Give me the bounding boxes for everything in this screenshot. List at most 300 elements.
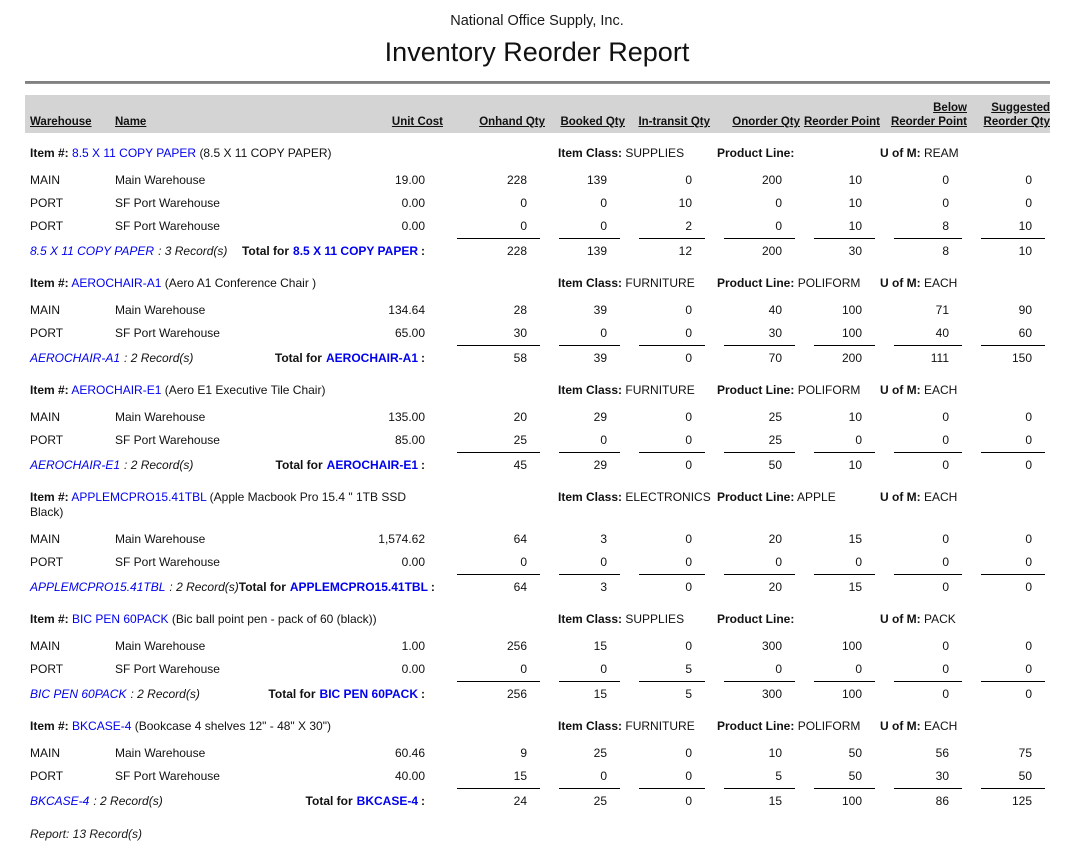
intransit-qty-value: 10 bbox=[678, 195, 692, 210]
warehouse-code: PORT bbox=[30, 661, 64, 676]
warehouse-row bbox=[25, 214, 1050, 237]
item-class-field bbox=[558, 719, 695, 733]
total-reorder-point: 30 bbox=[814, 238, 875, 263]
reorder-point-value: 10 bbox=[848, 409, 862, 424]
item-class-label: Item Class: bbox=[558, 383, 623, 397]
item-header bbox=[25, 383, 1050, 398]
item-code-link[interactable]: AEROCHAIR-A1 bbox=[71, 276, 162, 290]
onorder-qty-value: 300 bbox=[761, 638, 782, 653]
warehouse-code: PORT bbox=[30, 195, 64, 210]
booked-qty-value: 3 bbox=[600, 531, 607, 546]
warehouse-code: PORT bbox=[30, 554, 64, 569]
record-count-item-code: APPLEMCPRO15.41TBL bbox=[30, 579, 166, 594]
item-class-label: Item Class: bbox=[558, 719, 623, 733]
booked-qty-value: 0 bbox=[600, 432, 607, 447]
onorder-qty-value: 25 bbox=[768, 409, 782, 424]
total-onorder-qty: 70 bbox=[724, 345, 795, 370]
item-header bbox=[25, 490, 1050, 520]
reorder-point-value: 10 bbox=[848, 195, 862, 210]
record-count-text: : 2 Record(s) bbox=[169, 579, 239, 594]
unit-cost-value: 135.00 bbox=[388, 409, 425, 424]
item-number-label: Item #: bbox=[30, 146, 69, 160]
col-header-warehouse: Warehouse bbox=[30, 116, 92, 128]
suggested-reorder-qty-value: 0 bbox=[1025, 409, 1032, 424]
record-count-item-code: AEROCHAIR-E1 bbox=[30, 457, 121, 472]
onhand-qty-value: 0 bbox=[520, 218, 527, 233]
item-code-link[interactable]: 8.5 X 11 COPY PAPER bbox=[72, 146, 197, 160]
warehouse-name: Main Warehouse bbox=[115, 172, 206, 187]
uom-value: EACH bbox=[924, 719, 958, 733]
intransit-qty-value: 5 bbox=[685, 661, 692, 676]
warehouse-row bbox=[25, 527, 1050, 550]
uom-field bbox=[880, 146, 959, 160]
total-booked-qty: 3 bbox=[559, 574, 620, 599]
unit-cost-value: 1,574.62 bbox=[378, 531, 425, 546]
product-line-field bbox=[717, 490, 836, 504]
item-class-value: SUPPLIES bbox=[625, 146, 685, 160]
column-header-band bbox=[25, 95, 1050, 133]
total-below-reorder-point: 8 bbox=[894, 238, 962, 263]
total-booked-qty: 139 bbox=[559, 238, 620, 263]
warehouse-name: SF Port Warehouse bbox=[115, 325, 220, 340]
record-count-item-code: 8.5 X 11 COPY PAPER bbox=[30, 243, 155, 258]
below-reorder-point-value: 30 bbox=[935, 768, 949, 783]
onorder-qty-value: 0 bbox=[775, 661, 782, 676]
onhand-qty-value: 228 bbox=[506, 172, 527, 187]
warehouse-name: SF Port Warehouse bbox=[115, 195, 220, 210]
warehouse-name: Main Warehouse bbox=[115, 638, 206, 653]
warehouse-row bbox=[25, 550, 1050, 573]
item-group bbox=[25, 146, 1050, 263]
group-total-row bbox=[25, 452, 1050, 477]
record-count-text: : 2 Record(s) bbox=[124, 457, 194, 472]
warehouse-name: SF Port Warehouse bbox=[115, 768, 220, 783]
uom-value: EACH bbox=[924, 276, 958, 290]
header-divider bbox=[25, 81, 1050, 84]
item-description: (Bic ball point pen - pack of 60 (black)) bbox=[171, 612, 377, 626]
total-onhand-qty: 228 bbox=[457, 238, 540, 263]
report-body bbox=[25, 81, 1050, 841]
onorder-qty-value: 10 bbox=[768, 745, 782, 760]
item-class-field bbox=[558, 383, 695, 397]
unit-cost-value: 19.00 bbox=[394, 172, 425, 187]
booked-qty-value: 0 bbox=[600, 218, 607, 233]
col-header-booked-qty: Booked Qty bbox=[560, 116, 625, 128]
intransit-qty-value: 0 bbox=[685, 768, 692, 783]
item-code-link[interactable]: BKCASE-4 bbox=[72, 719, 132, 733]
total-intransit-qty: 0 bbox=[639, 788, 705, 813]
item-group bbox=[25, 383, 1050, 477]
item-class-field bbox=[558, 276, 695, 290]
onhand-qty-value: 256 bbox=[506, 638, 527, 653]
uom-field bbox=[880, 276, 957, 290]
total-onhand-qty: 64 bbox=[457, 574, 540, 599]
below-reorder-point-value: 0 bbox=[942, 409, 949, 424]
below-reorder-point-value: 0 bbox=[942, 661, 949, 676]
report-record-count: Report: 13 Record(s) bbox=[30, 827, 143, 841]
intransit-qty-value: 0 bbox=[685, 325, 692, 340]
onorder-qty-value: 0 bbox=[775, 195, 782, 210]
below-reorder-point-value: 0 bbox=[942, 195, 949, 210]
product-line-label: Product Line: bbox=[717, 490, 795, 504]
total-suggested-reorder-qty: 0 bbox=[981, 452, 1045, 477]
group-total-row bbox=[25, 238, 1050, 263]
item-class-field bbox=[558, 146, 684, 160]
group-total-row bbox=[25, 681, 1050, 706]
suggested-reorder-qty-value: 0 bbox=[1025, 172, 1032, 187]
warehouse-row bbox=[25, 764, 1050, 787]
total-suggested-reorder-qty: 150 bbox=[981, 345, 1045, 370]
suggested-reorder-qty-value: 0 bbox=[1025, 554, 1032, 569]
booked-qty-value: 0 bbox=[600, 768, 607, 783]
total-onorder-qty: 15 bbox=[724, 788, 795, 813]
product-line-label: Product Line: bbox=[717, 612, 795, 626]
uom-label: U of M: bbox=[880, 383, 921, 397]
item-description: (Apple Macbook Pro 15.4 " 1TB SSD Black) bbox=[30, 490, 407, 519]
warehouse-name: Main Warehouse bbox=[115, 531, 206, 546]
intransit-qty-value: 0 bbox=[685, 531, 692, 546]
record-count bbox=[25, 458, 276, 472]
unit-cost-value: 1.00 bbox=[401, 638, 425, 653]
unit-cost-value: 65.00 bbox=[394, 325, 425, 340]
record-count-text: : 2 Record(s) bbox=[124, 350, 194, 365]
total-item-code: APPLEMCPRO15.41TBL bbox=[289, 579, 428, 594]
onhand-qty-value: 28 bbox=[513, 302, 527, 317]
below-reorder-point-value: 71 bbox=[935, 302, 949, 317]
below-reorder-point-value: 0 bbox=[942, 638, 949, 653]
company-name: National Office Supply, Inc. bbox=[450, 13, 624, 29]
uom-field bbox=[880, 719, 957, 733]
below-reorder-point-value: 40 bbox=[935, 325, 949, 340]
item-class-value: SUPPLIES bbox=[625, 612, 685, 626]
item-class-value: FURNITURE bbox=[625, 276, 695, 290]
reorder-point-value: 50 bbox=[848, 745, 862, 760]
item-description: (8.5 X 11 COPY PAPER) bbox=[199, 146, 332, 160]
total-suggested-reorder-qty: 10 bbox=[981, 238, 1045, 263]
warehouse-code: PORT bbox=[30, 432, 64, 447]
reorder-point-value: 0 bbox=[855, 554, 862, 569]
item-class-label: Item Class: bbox=[558, 490, 623, 504]
record-count bbox=[25, 580, 239, 594]
uom-label: U of M: bbox=[880, 146, 921, 160]
intransit-qty-value: 2 bbox=[685, 218, 692, 233]
below-reorder-point-value: 0 bbox=[942, 172, 949, 187]
item-description: (Aero E1 Executive Tile Chair) bbox=[164, 383, 326, 397]
total-onhand-qty: 256 bbox=[457, 681, 540, 706]
warehouse-row bbox=[25, 428, 1050, 451]
suggested-reorder-qty-value: 75 bbox=[1018, 745, 1032, 760]
col-header-reorder-point: Reorder Point bbox=[803, 116, 880, 128]
reorder-point-value: 15 bbox=[848, 531, 862, 546]
uom-field bbox=[880, 612, 956, 626]
warehouse-code: MAIN bbox=[30, 409, 60, 424]
warehouse-name: Main Warehouse bbox=[115, 745, 206, 760]
total-item-code: 8.5 X 11 COPY PAPER bbox=[293, 243, 418, 258]
unit-cost-value: 0.00 bbox=[401, 554, 425, 569]
total-below-reorder-point: 0 bbox=[894, 574, 962, 599]
total-label: Total for AEROCHAIR-E1 : bbox=[275, 457, 425, 472]
unit-cost-value: 134.64 bbox=[388, 302, 425, 317]
reorder-point-value: 10 bbox=[848, 218, 862, 233]
total-item-code: BKCASE-4 bbox=[356, 793, 418, 808]
item-class-field bbox=[558, 490, 711, 504]
warehouse-name: SF Port Warehouse bbox=[115, 554, 220, 569]
warehouse-name: SF Port Warehouse bbox=[115, 661, 220, 676]
warehouse-row bbox=[25, 634, 1050, 657]
suggested-reorder-qty-value: 0 bbox=[1025, 195, 1032, 210]
total-label: Total for AEROCHAIR-A1 : bbox=[274, 350, 425, 365]
total-reorder-point: 15 bbox=[814, 574, 875, 599]
below-reorder-point-value: 0 bbox=[942, 432, 949, 447]
total-reorder-point: 10 bbox=[814, 452, 875, 477]
item-class-value: FURNITURE bbox=[625, 719, 695, 733]
total-booked-qty: 39 bbox=[559, 345, 620, 370]
total-booked-qty: 25 bbox=[559, 788, 620, 813]
unit-cost-value: 0.00 bbox=[401, 195, 425, 210]
item-number-label: Item #: bbox=[30, 276, 69, 290]
warehouse-code: MAIN bbox=[30, 745, 60, 760]
onhand-qty-value: 25 bbox=[513, 432, 527, 447]
reorder-point-value: 100 bbox=[841, 302, 862, 317]
record-count-text: : 2 Record(s) bbox=[93, 793, 163, 808]
total-below-reorder-point: 0 bbox=[894, 452, 962, 477]
unit-cost-value: 40.00 bbox=[394, 768, 425, 783]
total-suggested-reorder-qty: 0 bbox=[981, 681, 1045, 706]
group-total-row bbox=[25, 345, 1050, 370]
record-count-text: : 2 Record(s) bbox=[130, 686, 200, 701]
onhand-qty-value: 15 bbox=[513, 768, 527, 783]
below-reorder-point-value: 56 bbox=[935, 745, 949, 760]
intransit-qty-value: 0 bbox=[685, 172, 692, 187]
uom-label: U of M: bbox=[880, 719, 921, 733]
unit-cost-value: 60.46 bbox=[394, 745, 425, 760]
col-header-unit-cost: Unit Cost bbox=[391, 116, 443, 128]
product-line-field bbox=[717, 612, 794, 626]
total-onorder-qty: 300 bbox=[724, 681, 795, 706]
product-line-field bbox=[717, 719, 860, 733]
total-label: Total for APPLEMCPRO15.41TBL : bbox=[238, 579, 435, 594]
suggested-reorder-qty-value: 0 bbox=[1025, 531, 1032, 546]
total-reorder-point: 100 bbox=[814, 788, 875, 813]
uom-value: REAM bbox=[924, 146, 959, 160]
item-group bbox=[25, 612, 1050, 706]
product-line-value: POLIFORM bbox=[797, 383, 861, 397]
total-item-code: AEROCHAIR-E1 bbox=[326, 457, 418, 472]
col-header-onorder-qty: Onorder Qty bbox=[732, 116, 800, 128]
intransit-qty-value: 0 bbox=[685, 638, 692, 653]
warehouse-name: SF Port Warehouse bbox=[115, 432, 220, 447]
item-number-label: Item #: bbox=[30, 383, 69, 397]
total-suggested-reorder-qty: 0 bbox=[981, 574, 1045, 599]
total-item-code: AEROCHAIR-A1 bbox=[325, 350, 418, 365]
warehouse-row bbox=[25, 741, 1050, 764]
warehouse-name: Main Warehouse bbox=[115, 409, 206, 424]
below-reorder-point-value: 0 bbox=[942, 531, 949, 546]
item-header bbox=[25, 719, 1050, 734]
warehouse-row bbox=[25, 191, 1050, 214]
suggested-reorder-qty-value: 50 bbox=[1018, 768, 1032, 783]
col-header-below-reorder-point: Below Reorder Point bbox=[890, 102, 967, 128]
suggested-reorder-qty-value: 0 bbox=[1025, 432, 1032, 447]
uom-label: U of M: bbox=[880, 612, 921, 626]
total-booked-qty: 15 bbox=[559, 681, 620, 706]
intransit-qty-value: 0 bbox=[685, 432, 692, 447]
record-count-item-code: BKCASE-4 bbox=[30, 793, 90, 808]
total-item-code: BIC PEN 60PACK bbox=[319, 686, 418, 701]
reorder-point-value: 0 bbox=[855, 432, 862, 447]
total-onorder-qty: 200 bbox=[724, 238, 795, 263]
warehouse-code: MAIN bbox=[30, 531, 60, 546]
total-label: Total for 8.5 X 11 COPY PAPER : bbox=[241, 243, 425, 258]
suggested-reorder-qty-value: 90 bbox=[1018, 302, 1032, 317]
warehouse-code: MAIN bbox=[30, 172, 60, 187]
warehouse-code: MAIN bbox=[30, 302, 60, 317]
booked-qty-value: 139 bbox=[586, 172, 607, 187]
total-below-reorder-point: 0 bbox=[894, 681, 962, 706]
item-class-label: Item Class: bbox=[558, 276, 623, 290]
record-count-item-code: BIC PEN 60PACK bbox=[30, 686, 127, 701]
onhand-qty-value: 0 bbox=[520, 554, 527, 569]
total-suggested-reorder-qty: 125 bbox=[981, 788, 1045, 813]
total-onhand-qty: 24 bbox=[457, 788, 540, 813]
col-header-intransit-qty: In-transit Qty bbox=[638, 116, 710, 128]
total-intransit-qty: 0 bbox=[639, 574, 705, 599]
booked-qty-value: 25 bbox=[593, 745, 607, 760]
booked-qty-value: 0 bbox=[600, 554, 607, 569]
total-reorder-point: 100 bbox=[814, 681, 875, 706]
total-label: Total for BKCASE-4 : bbox=[305, 793, 425, 808]
record-count-text: : 3 Record(s) bbox=[158, 243, 228, 258]
product-line-field bbox=[717, 146, 794, 160]
uom-value: EACH bbox=[924, 490, 958, 504]
reorder-point-value: 100 bbox=[841, 638, 862, 653]
unit-cost-value: 85.00 bbox=[394, 432, 425, 447]
total-intransit-qty: 0 bbox=[639, 452, 705, 477]
warehouse-row bbox=[25, 657, 1050, 680]
warehouse-name: Main Warehouse bbox=[115, 302, 206, 317]
product-line-label: Product Line: bbox=[717, 383, 795, 397]
total-reorder-point: 200 bbox=[814, 345, 875, 370]
item-number-label: Item #: bbox=[30, 490, 69, 504]
booked-qty-value: 39 bbox=[593, 302, 607, 317]
onorder-qty-value: 200 bbox=[761, 172, 782, 187]
suggested-reorder-qty-value: 0 bbox=[1025, 661, 1032, 676]
warehouse-code: PORT bbox=[30, 768, 64, 783]
item-group bbox=[25, 719, 1050, 813]
booked-qty-value: 0 bbox=[600, 195, 607, 210]
warehouse-name: SF Port Warehouse bbox=[115, 218, 220, 233]
col-header-name: Name bbox=[115, 116, 147, 128]
record-count bbox=[25, 351, 275, 365]
item-header bbox=[25, 276, 1050, 291]
warehouse-row bbox=[25, 405, 1050, 428]
onhand-qty-value: 30 bbox=[513, 325, 527, 340]
uom-value: PACK bbox=[924, 612, 956, 626]
total-onhand-qty: 45 bbox=[457, 452, 540, 477]
onorder-qty-value: 0 bbox=[775, 218, 782, 233]
product-line-field bbox=[717, 383, 860, 397]
onhand-qty-value: 0 bbox=[520, 661, 527, 676]
suggested-reorder-qty-value: 0 bbox=[1025, 638, 1032, 653]
item-code-link[interactable]: APPLEMCPRO15.41TBL bbox=[71, 490, 207, 504]
product-line-label: Product Line: bbox=[717, 719, 795, 733]
product-line-field bbox=[717, 276, 860, 290]
uom-label: U of M: bbox=[880, 276, 921, 290]
unit-cost-value: 0.00 bbox=[401, 661, 425, 676]
product-line-value: POLIFORM bbox=[797, 719, 861, 733]
onorder-qty-value: 20 bbox=[768, 531, 782, 546]
item-group bbox=[25, 276, 1050, 370]
uom-field bbox=[880, 490, 957, 504]
warehouse-code: PORT bbox=[30, 218, 64, 233]
suggested-reorder-qty-value: 60 bbox=[1018, 325, 1032, 340]
uom-field bbox=[880, 383, 957, 397]
below-reorder-point-value: 8 bbox=[942, 218, 949, 233]
product-line-value: POLIFORM bbox=[797, 276, 861, 290]
total-onhand-qty: 58 bbox=[457, 345, 540, 370]
product-line-label: Product Line: bbox=[717, 146, 795, 160]
total-below-reorder-point: 86 bbox=[894, 788, 962, 813]
product-line-value: APPLE bbox=[797, 490, 836, 504]
onorder-qty-value: 30 bbox=[768, 325, 782, 340]
onhand-qty-value: 64 bbox=[513, 531, 527, 546]
total-onorder-qty: 50 bbox=[724, 452, 795, 477]
item-header bbox=[25, 612, 1050, 627]
item-code-link[interactable]: BIC PEN 60PACK bbox=[72, 612, 169, 626]
booked-qty-value: 0 bbox=[600, 661, 607, 676]
warehouse-row bbox=[25, 321, 1050, 344]
item-number-label: Item #: bbox=[30, 612, 69, 626]
reorder-point-value: 100 bbox=[841, 325, 862, 340]
booked-qty-value: 0 bbox=[600, 325, 607, 340]
reorder-point-value: 50 bbox=[848, 768, 862, 783]
intransit-qty-value: 0 bbox=[685, 554, 692, 569]
onhand-qty-value: 20 bbox=[513, 409, 527, 424]
item-description: (Aero A1 Conference Chair ) bbox=[164, 276, 317, 290]
item-code-link[interactable]: AEROCHAIR-E1 bbox=[71, 383, 162, 397]
record-count bbox=[25, 687, 268, 701]
reorder-point-value: 10 bbox=[848, 172, 862, 187]
item-class-value: ELECTRONICS bbox=[625, 490, 711, 504]
booked-qty-value: 29 bbox=[593, 409, 607, 424]
report-title: Inventory Reorder Report bbox=[384, 37, 690, 67]
booked-qty-value: 15 bbox=[593, 638, 607, 653]
onorder-qty-value: 25 bbox=[768, 432, 782, 447]
item-group bbox=[25, 490, 1050, 599]
item-header bbox=[25, 146, 1050, 161]
total-onorder-qty: 20 bbox=[724, 574, 795, 599]
item-description: (Bookcase 4 shelves 12" - 48" X 30") bbox=[134, 719, 331, 733]
col-header-suggested-reorder-qty: Suggested Reorder Qty bbox=[983, 102, 1050, 128]
group-total-row bbox=[25, 574, 1050, 599]
item-class-value: FURNITURE bbox=[625, 383, 695, 397]
total-label: Total for BIC PEN 60PACK : bbox=[268, 686, 425, 701]
uom-label: U of M: bbox=[880, 490, 921, 504]
record-count bbox=[25, 244, 242, 258]
item-number-label: Item #: bbox=[30, 719, 69, 733]
onorder-qty-value: 40 bbox=[768, 302, 782, 317]
intransit-qty-value: 0 bbox=[685, 409, 692, 424]
total-intransit-qty: 12 bbox=[639, 238, 705, 263]
suggested-reorder-qty-value: 10 bbox=[1018, 218, 1032, 233]
item-class-label: Item Class: bbox=[558, 612, 623, 626]
unit-cost-value: 0.00 bbox=[401, 218, 425, 233]
onhand-qty-value: 0 bbox=[520, 195, 527, 210]
onorder-qty-value: 5 bbox=[775, 768, 782, 783]
intransit-qty-value: 0 bbox=[685, 302, 692, 317]
product-line-label: Product Line: bbox=[717, 276, 795, 290]
total-intransit-qty: 5 bbox=[639, 681, 705, 706]
